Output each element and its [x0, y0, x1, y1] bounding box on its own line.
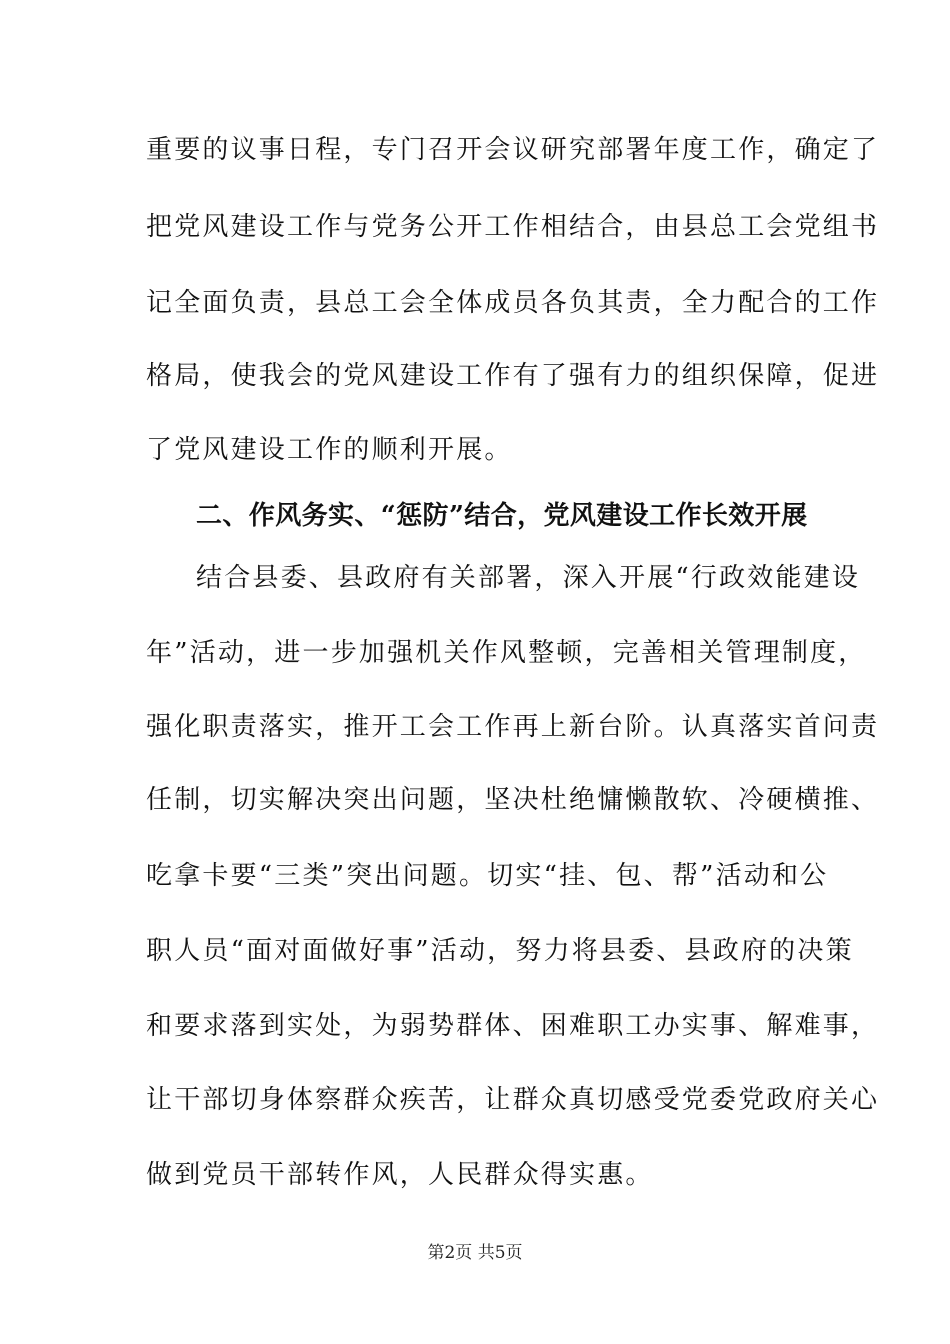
paragraph-line: 职人员“面对面做好事”活动，努力将县委、县政府的决策 — [146, 936, 854, 966]
paragraph-line: 格局，使我会的党风建设工作有了强有力的组织保障，促进 — [146, 361, 880, 391]
section-heading: 二、作风务实、“惩防”结合，党风建设工作长效开展 — [196, 501, 808, 531]
paragraph-line: 强化职责落实，推开工会工作再上新台阶。认真落实首问责 — [146, 712, 880, 742]
paragraph-line: 结合县委、县政府有关部署，深入开展“行政效能建设 — [196, 563, 861, 593]
paragraph-line: 把党风建设工作与党务公开工作相结合，由县总工会党组书 — [146, 212, 880, 242]
paragraph-line: 重要的议事日程，专门召开会议研究部署年度工作，确定了 — [146, 135, 880, 165]
paragraph-line: 年”活动，进一步加强机关作风整顿，完善相关管理制度， — [146, 638, 867, 668]
paragraph-line: 任制，切实解决突出问题，坚决杜绝慵懒散软、冷硬横推、 — [146, 785, 880, 815]
paragraph-line: 让干部切身体察群众疾苦，让群众真切感受党委党政府关心 — [146, 1085, 880, 1115]
paragraph-line: 吃拿卡要“三类”突出问题。切实“挂、包、帮”活动和公 — [146, 861, 829, 891]
paragraph-line: 记全面负责，县总工会全体成员各负其责，全力配合的工作 — [146, 288, 880, 318]
paragraph-line: 做到党员干部转作风，人民群众得实惠。 — [146, 1160, 654, 1190]
paragraph-line: 和要求落到实处，为弱势群体、困难职工办实事、解难事， — [146, 1011, 880, 1041]
paragraph-line: 了党风建设工作的顺利开展。 — [146, 435, 513, 465]
page-number-footer: 第2页 共5页 — [427, 1243, 523, 1263]
